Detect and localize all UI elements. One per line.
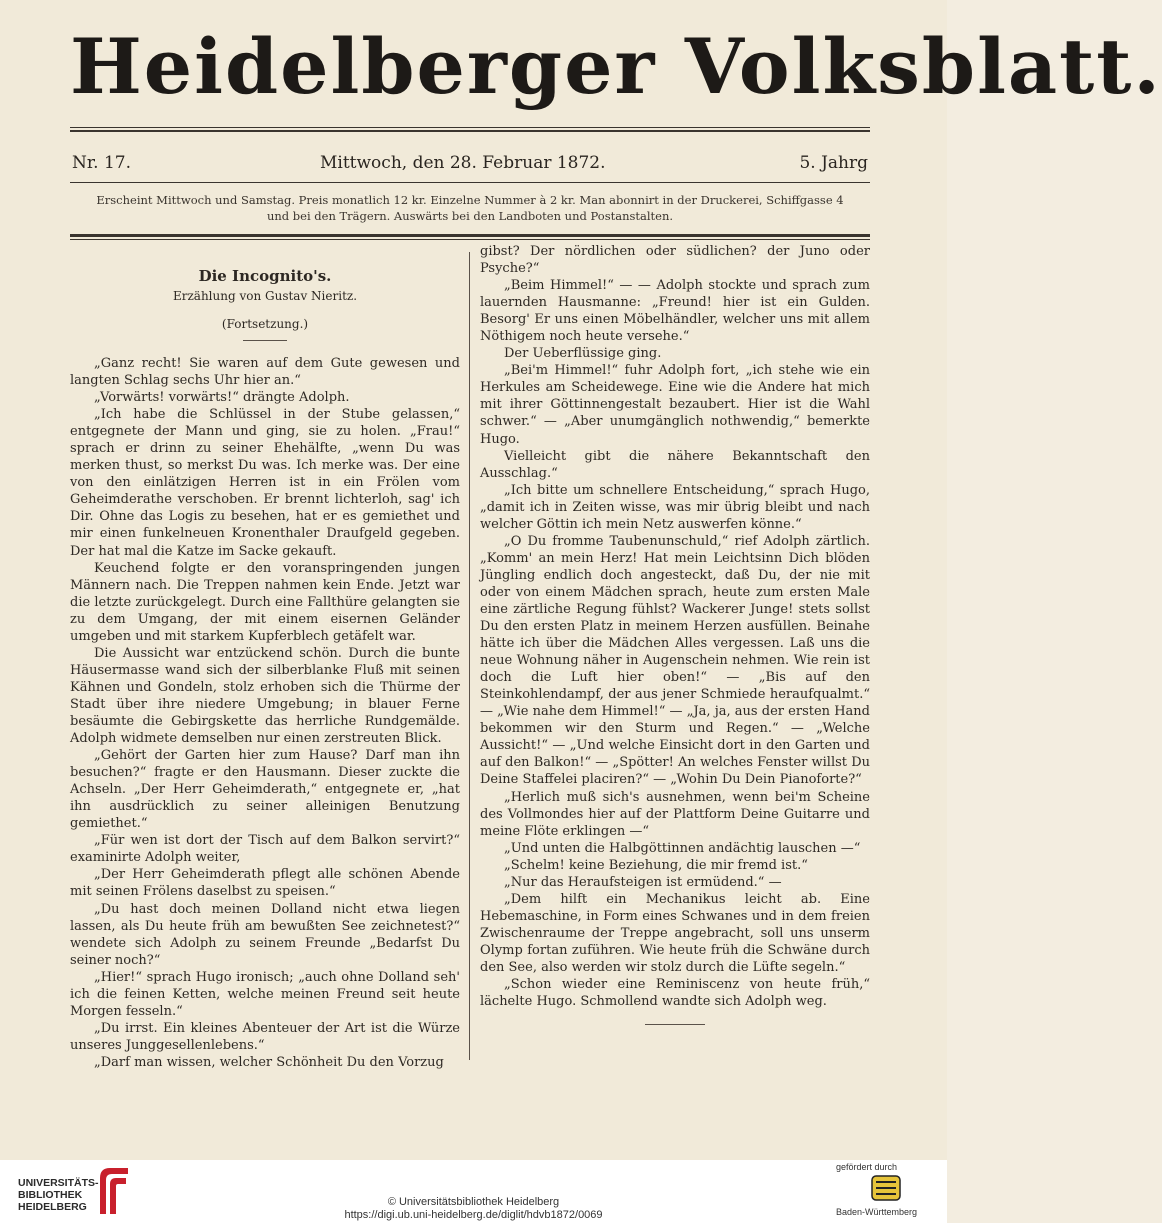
- paragraph: „Gehört der Garten hier zum Hause? Darf man ihn besuchen?“ fragte er den Hausmann. Dieser zuckte die Achseln. „Der Herr Geheimderath,“ entgegnete er, „hat ihn ausdrücklich zu seiner alleinigen Benutzung gemiethet.“: [70, 748, 460, 832]
- issue-date: Mittwoch, den 28. Februar 1872.: [320, 153, 606, 173]
- paragraph: „Beim Himmel!“ — — Adolph stockte und sprach zum lauernden Hausmanne: „Freund! hier ist ein Gulden. Besorg' Er uns einen Möbelhändler, welcher uns mit allem Nöthigem noch heute versehe.“: [480, 278, 870, 345]
- paragraph: „Für wen ist dort der Tisch auf dem Balkon servirt?“ examinirte Adolph weiter,: [70, 833, 460, 866]
- column-divider: [469, 252, 470, 1060]
- masthead-rule-top: [70, 127, 870, 128]
- paragraph: „Du hast doch meinen Dolland nicht etwa liegen lassen, als Du heute früh am bewußten See zeichnetest?“ wendete sich Adolph zu seinem Freunde „Bedarfst Du seiner noch?“: [70, 901, 460, 968]
- copyright-text: © Universitätsbibliothek Heidelberg: [387, 1196, 560, 1208]
- paragraph: „Darf man wissen, welcher Schönheit Du den Vorzug: [94, 1054, 444, 1070]
- paragraph: gibst? Der nördlichen oder südlichen? der Juno oder Psyche?“: [480, 244, 870, 277]
- paragraph: „Bei'm Himmel!“ fuhr Adolph fort, „ich stehe wie ein Herkules am Scheidewege. Eine wie die Andere hat mich mit ihrer Göttinnengestalt bezaubert. Hier ist die Wahl schwer.“ — „Aber unumgänglich nothwendig,“ bemerkte Hugo.: [480, 363, 870, 447]
- issue-number: Nr. 17.: [72, 153, 131, 173]
- paragraph: Der Ueberflüssige ging.: [504, 346, 662, 362]
- issue-year: 5. Jahrg: [799, 153, 868, 173]
- paragraph: Die Aussicht war entzückend schön. Durch die bunte Häusermasse wand sich der silberblanke Fluß mit seinen Kähnen und Gondeln, stolz erhoben sich die Thürme der Stadt über ihre niedere Umgebung; in blauer Ferne besäumte die Gebirgskette das herrliche Rundgemälde. Adolph widmete demselben nur einen zerstreuten Blick.: [70, 645, 460, 747]
- paragraph: „Ich bitte um schnellere Entscheidung,“ sprach Hugo, „damit ich in Zeiten wisse, was mir übrig bleibt und nach welcher Göttin ich mein Netz auswerfen könne.“: [480, 482, 870, 532]
- paragraph: „Ganz recht! Sie waren auf dem Gute gewesen und langten Schlag sechs Uhr hier an.“: [70, 356, 460, 389]
- header-rule-thick: [70, 234, 870, 237]
- story-separator: [243, 340, 287, 341]
- subscription-line-2: und bei den Trägern. Auswärts bei den Landboten und Postanstalten.: [266, 209, 674, 223]
- paragraph: „Du irrst. Ein kleines Abenteuer der Art ist die Würze unseres Junggesellenlebens.“: [70, 1020, 460, 1053]
- paragraph: „Herlich muß sich's ausnehmen, wenn bei'm Scheine des Vollmondes hier auf der Plattform Deine Guitarre und meine Flöte erklingen —“: [480, 789, 870, 839]
- masthead-title: Heidelberger Volksblatt.: [70, 22, 1162, 111]
- page-url-link[interactable]: https://digi.ub.uni-heidelberg.de/diglit/hdvb1872/0069: [344, 1209, 603, 1221]
- paragraph: „Hier!“ sprach Hugo ironisch; „auch ohne Dolland seh' ich die feinen Ketten, welche meinen Freund seit heute Morgen fesseln.“: [70, 969, 460, 1019]
- paragraph: Keuchend folgte er den voranspringenden jungen Männern nach. Die Treppen nahmen kein Ende. Jetzt war die letzte zurückgelegt. Durch eine Fallthüre gelangten sie zu dem Umgang, der mit einem eisernen Geländer umgeben und mit starkem Kupferblech getäfelt war.: [70, 560, 460, 644]
- library-name: UNIVERSITÄTS- BIBLIOTHEK HEIDELBERG: [18, 1177, 99, 1213]
- baden-wuerttemberg-crest-icon: [868, 1174, 904, 1202]
- funder-name: Baden-Württemberg: [836, 1207, 918, 1217]
- story-title: Die Incognito's.: [198, 267, 332, 285]
- masthead-rule-bottom: [70, 130, 870, 132]
- paragraph: Vielleicht gibt die nähere Bekanntschaft den Ausschlag.“: [480, 448, 870, 481]
- paragraph: „Ich habe die Schlüssel in der Stube gelassen,“ entgegnete der Mann und ging, sie zu holen. „Frau!“ sprach er drinn zu seiner Ehehälfte, „wenn Du was merken thust, so merkst Du was. Ich merke was. Der eine von den einlätzigen Herren ist in ein Frölen vom Geheimderathe verschoben. Er brennt lichterloh, sag' ich Dir. Ohne das Logis zu besehen, hat er es gemiethet und mir einen funkelneuen Kronenthaler Draufgeld gegeben. Der hat mal die Katze im Sacke gekauft.: [70, 407, 460, 559]
- paragraph: „O Du fromme Taubenunschuld,“ rief Adolph zärtlich. „Komm' an mein Herz! Hat mein Leichtsinn Dich blöden Jüngling endlich doch angesteckt, daß Du, der nie mit oder von einem Mädchen sprach, heute zum ersten Male eine zärtliche Regung fühlst? Wackerer Junge! stets sollst Du den ersten Platz in meinem Herzen ausfüllen. Beinahe hätte ich über die Mädchen Alles vergessen. Laß uns die neue Wohnung näher in Augenschein nehmen. Wie rein ist doch die Luft hier oben!“ — „Bis auf den Steinkohlendampf, der aus jener Schmiede heraufqualmt.“ — „Wie nahe dem Himmel!“ — „Ja, ja, aus der ersten Hand bekommen wir den Sturm und Regen.“ — „Welche Aussicht!“ — „Und welche Einsicht dort in den Garten und auf den Balkon!“ — „Spötter! An welches Fenster willst Du Deine Staffelei placiren?“ — „Wohin Du Dein Pianoforte?“: [480, 533, 870, 788]
- subscription-line-1: Erscheint Mittwoch und Samstag. Preis monatlich 12 kr. Einzelne Nummer à 2 kr. Man abonnirt in der Druckerei, Schiffgasse 4: [96, 193, 844, 207]
- paragraph: „Schon wieder eine Reminiscenz von heute früh,“ lächelte Hugo. Schmollend wandte sich Adolph weg.: [480, 977, 870, 1010]
- issue-line: [72, 150, 868, 176]
- paragraph: „Vorwärts! vorwärts!“ drängte Adolph.: [94, 390, 350, 406]
- paragraph: „Und unten die Halbgöttinnen andächtig lauschen —“: [504, 840, 861, 856]
- paragraph: „Dem hilft ein Mechanikus leicht ab. Eine Hebemaschine, in Form eines Schwanes und in dem freien Zwischenraume der Treppe angebracht, soll uns unserm Olymp fortan zuführen. Wie heute früh die Schwäne durch den See, also werden wir stolz durch die Lüfte segeln.“: [480, 891, 870, 975]
- story-continuation: (Fortsetzung.): [221, 317, 309, 331]
- issue-rule: [70, 182, 870, 183]
- funded-by-text: gefördert durch: [836, 1162, 898, 1172]
- paragraph: „Nur das Heraufsteigen ist ermüdend.“ —: [504, 874, 782, 890]
- left-column: [70, 240, 460, 1071]
- story-end-rule: [645, 1024, 705, 1025]
- paragraph: „Der Herr Geheimderath pflegt alle schönen Abende mit seinen Frölens daselbst zu speisen.“: [70, 867, 460, 900]
- right-column: [480, 243, 870, 1025]
- subscription-info: [72, 192, 868, 224]
- paragraph: „Schelm! keine Beziehung, die mir fremd ist.“: [504, 857, 808, 873]
- story-subtitle: Erzählung von Gustav Nieritz.: [172, 289, 358, 303]
